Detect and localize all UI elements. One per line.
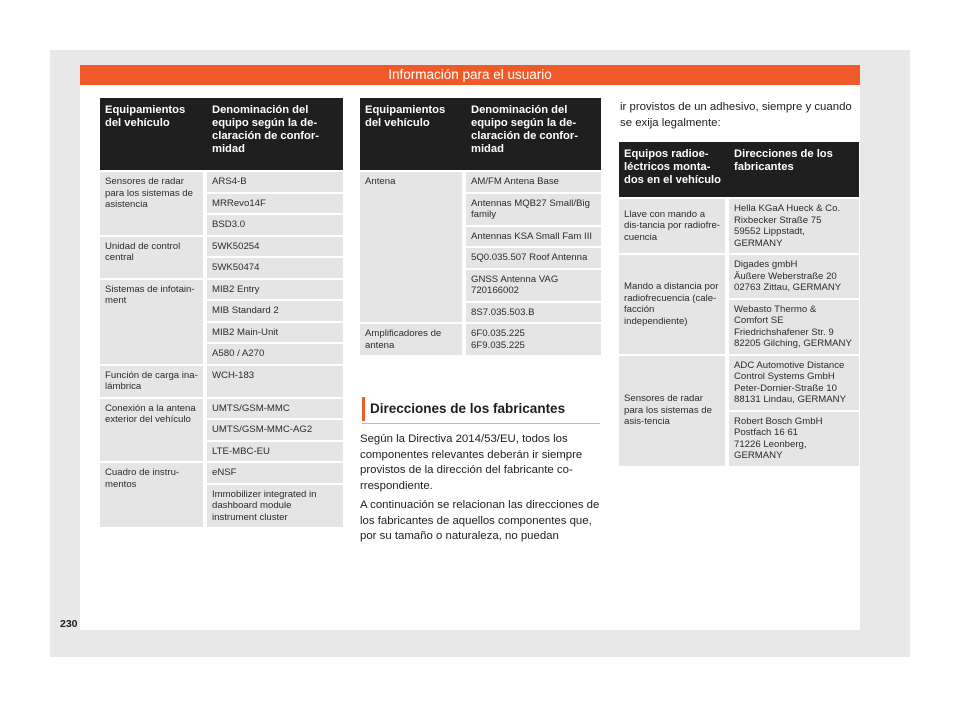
row-value: MIB2 Main-Unit xyxy=(207,323,343,343)
row-value: 5WK50254 xyxy=(207,237,343,257)
table-row xyxy=(619,199,859,253)
row-value: UMTS/GSM-MMC-AG2 xyxy=(207,420,343,440)
row-label: Sistemas de infotain-ment xyxy=(100,280,207,364)
row-value: MRRevo14F xyxy=(207,194,343,214)
row-value: 6F0.035.225 6F9.035.225 xyxy=(466,324,601,355)
row-label: Sensores de radar para los sistemas de asistencia xyxy=(100,172,207,235)
manufacturer-address-table xyxy=(619,140,859,468)
row-value: Webasto Thermo & Comfort SE Friedrichshafener Str. 9 82205 Gilching, GERMANY xyxy=(729,300,859,354)
row-value: AM/FM Antena Base xyxy=(466,172,601,192)
paragraph-addresses-intro: A continuación se relacionan las direcciones de los fabricantes de aquellos componentes que, por su tamaño o naturaleza, no puedan xyxy=(360,499,600,543)
row-label: Unidad de control central xyxy=(100,237,207,278)
row-value: MIB2 Entry xyxy=(207,280,343,300)
table-header-row xyxy=(100,98,343,170)
row-value: Immobilizer integrated in dashboard module instrument cluster xyxy=(207,485,343,528)
row-value: ADC Automotive Distance Control Systems GmbH Peter-Dornier-Straße 10 88131 Lindau, GERMANY xyxy=(729,356,859,410)
header-vehicle-equipment: Equipamientos del vehículo xyxy=(100,98,207,170)
row-label: Cuadro de instru-mentos xyxy=(100,463,207,527)
section-divider xyxy=(362,423,600,424)
table-row xyxy=(100,237,343,257)
table-row xyxy=(360,324,601,355)
table-row xyxy=(619,356,859,410)
row-label: Conexión a la antena exterior del vehículo xyxy=(100,399,207,462)
row-label: Amplificadores de antena xyxy=(360,324,466,355)
table-header-row xyxy=(360,98,601,170)
paragraph-directive: Según la Directiva 2014/53/EU, todos los componentes relevantes deberán ir siempre provistos de la dirección del fabricante co-rrespondiente. xyxy=(360,433,583,492)
table-row xyxy=(360,172,601,192)
row-value: MIB Standard 2 xyxy=(207,301,343,321)
section-title: Direcciones de los fabricantes xyxy=(362,397,602,421)
table-row xyxy=(100,399,343,419)
row-value: Antennas KSA Small Fam III xyxy=(466,227,601,247)
row-label: Llave con mando a dis-tancia por radiofre-cuencia xyxy=(619,199,729,253)
table-row xyxy=(100,366,343,397)
row-value: A580 / A270 xyxy=(207,344,343,364)
page-header: Información para el usuario xyxy=(80,65,860,85)
row-value: ARS4-B xyxy=(207,172,343,192)
row-value: 5Q0.035.507 Roof Antenna xyxy=(466,248,601,268)
page-number: 230 xyxy=(60,618,78,630)
table-row xyxy=(100,463,343,483)
row-label: Antena xyxy=(360,172,466,322)
row-value: Robert Bosch GmbH Postfach 16 61 71226 Leonberg, GERMANY xyxy=(729,412,859,466)
row-label: Sensores de radar para los sistemas de asis-tencia xyxy=(619,356,729,466)
row-value: Digades gmbH Äußere Weberstraße 20 02763 Zittau, GERMANY xyxy=(729,255,859,298)
row-label: Función de carga ina-lámbrica xyxy=(100,366,207,397)
row-value: BSD3.0 xyxy=(207,215,343,235)
row-value: 5WK50474 xyxy=(207,258,343,278)
equipment-table-1 xyxy=(100,96,343,529)
header-equipment-name: Denominación del equipo según la de-claración de confor-midad xyxy=(466,98,601,170)
header-radio-equipment: Equipos radioe-léctricos monta-dos en el vehículo xyxy=(619,142,729,197)
row-value: WCH-183 xyxy=(207,366,343,397)
paragraph-continuation: ir provistos de un adhesivo, siempre y cuando se exija legalmente: xyxy=(620,101,852,129)
row-value: Antennas MQB27 Small/Big family xyxy=(466,194,601,225)
table-header-row xyxy=(619,142,859,197)
row-value: Hella KGaA Hueck & Co. Rixbecker Straße 75 59552 Lippstadt, GERMANY xyxy=(729,199,859,253)
row-value: 8S7.035.503.B xyxy=(466,303,601,323)
header-manufacturer-addresses: Direcciones de los fabricantes xyxy=(729,142,859,197)
table-row xyxy=(100,172,343,192)
row-value: eNSF xyxy=(207,463,343,483)
row-value: GNSS Antenna VAG 720166002 xyxy=(466,270,601,301)
row-label: Mando a distancia por radiofrecuencia (cale-facción independiente) xyxy=(619,255,729,354)
table-row xyxy=(100,280,343,300)
table-row xyxy=(619,255,859,298)
header-vehicle-equipment: Equipamientos del vehículo xyxy=(360,98,466,170)
row-value: UMTS/GSM-MMC xyxy=(207,399,343,419)
row-value: LTE-MBC-EU xyxy=(207,442,343,462)
header-equipment-name: Denominación del equipo según la de-claración de confor-midad xyxy=(207,98,343,170)
equipment-table-2 xyxy=(360,96,601,357)
